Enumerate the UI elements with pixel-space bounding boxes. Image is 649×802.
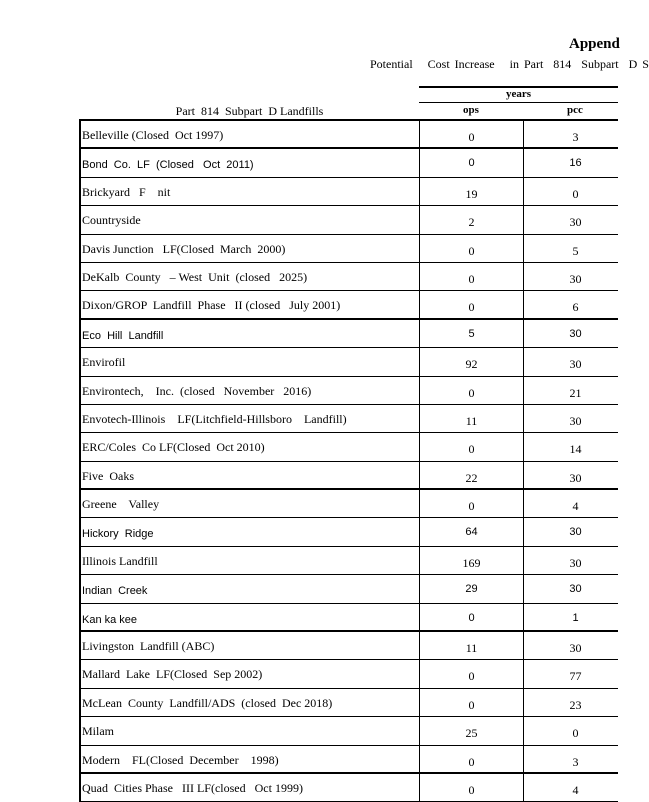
pcc-years-cell: 14 (523, 433, 627, 460)
table-row (79, 660, 618, 688)
landfill-name-cell: Livingston Landfill (ABC) (82, 639, 215, 654)
table-row (79, 774, 618, 802)
table-row (79, 717, 618, 745)
landfill-name-cell: Illinois Landfill (82, 553, 158, 568)
table-row (79, 575, 618, 603)
table-row (79, 206, 618, 234)
table-row (79, 235, 618, 263)
years-header-underline (419, 102, 618, 103)
landfill-name-cell: Environtech, Inc. (closed November 2016) (82, 383, 312, 398)
pcc-years-cell: 77 (523, 660, 627, 687)
ops-years-cell: 0 (419, 604, 523, 630)
ops-years-cell: 0 (419, 235, 523, 262)
pcc-years-cell: 30 (523, 632, 627, 659)
pcc-years-cell: 30 (523, 462, 627, 488)
ops-years-cell: 19 (419, 178, 523, 205)
ops-years-cell: 2 (419, 206, 523, 233)
landfill-name-cell: Countryside (82, 213, 141, 228)
landfill-name-cell: DeKalb County – West Unit (closed 2025) (82, 269, 308, 284)
table-row (79, 348, 618, 376)
ops-years-cell: 0 (419, 774, 523, 801)
table-row (79, 604, 618, 632)
table-row (79, 263, 618, 291)
pcc-years-cell: 0 (523, 178, 627, 205)
ops-years-cell: 5 (419, 320, 523, 347)
pcc-years-cell: 16 (523, 149, 627, 176)
years-group-header: years (505, 88, 532, 100)
table-row (79, 632, 618, 660)
document-subtitle: Potential Cost Increase in Part 814 Subpart D S (370, 57, 649, 71)
table-row (79, 320, 618, 348)
pcc-years-cell: 5 (523, 235, 627, 262)
ops-years-cell: 0 (419, 291, 523, 317)
table-row (79, 377, 618, 405)
ops-years-cell: 0 (419, 689, 523, 716)
pcc-years-cell: 4 (523, 490, 627, 517)
pcc-years-cell: 30 (523, 263, 627, 290)
landfill-name-cell: Brickyard F nit (82, 184, 171, 199)
pcc-years-cell: 30 (523, 405, 627, 432)
landfill-table (79, 121, 618, 802)
pcc-years-cell: 1 (523, 604, 627, 630)
landfill-name-cell: ERC/Coles Co LF(Closed Oct 2010) (82, 440, 265, 455)
table-row (79, 490, 618, 518)
pcc-years-cell: 3 (523, 746, 627, 772)
ops-years-cell: 0 (419, 433, 523, 460)
table-row (79, 149, 618, 177)
landfill-name-cell: Hickory Ridge (82, 528, 154, 541)
landfill-name-cell: Kan ka kee (82, 613, 138, 626)
landfill-name-cell: Dixon/GROP Landfill Phase II (closed July 2001) (82, 298, 341, 313)
pcc-years-cell: 30 (523, 348, 627, 375)
ops-years-cell: 25 (419, 717, 523, 744)
landfill-name-cell: Five Oaks (82, 468, 134, 483)
landfill-name-cell: Davis Junction LF(Closed March 2000) (82, 241, 286, 256)
ops-years-cell: 0 (419, 121, 523, 147)
landfill-name-cell: Bond Co. LF (Closed Oct 2011) (82, 159, 254, 172)
landfill-name-cell: Envotech-Illinois LF(Litchfield-Hillsboro Landfill) (82, 411, 347, 426)
landfills-column-header: Part 814 Subpart D Landfills (175, 104, 324, 118)
ops-years-cell: 0 (419, 149, 523, 176)
landfill-name-cell: Modern FL(Closed December 1998) (82, 752, 279, 767)
ops-years-cell: 0 (419, 377, 523, 404)
pcc-years-cell: 4 (523, 774, 627, 801)
pcc-years-cell: 30 (523, 547, 627, 574)
landfill-name-cell: Indian Creek (82, 585, 148, 598)
ops-years-cell: 29 (419, 575, 523, 602)
pcc-years-cell: 21 (523, 377, 627, 404)
ops-years-cell: 0 (419, 490, 523, 517)
pcc-years-cell: 30 (523, 320, 627, 347)
table-row (79, 689, 618, 717)
ops-years-cell: 11 (419, 405, 523, 432)
ops-years-cell: 11 (419, 632, 523, 659)
pcc-years-cell: 30 (523, 518, 627, 545)
table-row (79, 178, 618, 206)
ops-years-cell: 22 (419, 462, 523, 488)
landfill-name-cell: Belleville (Closed Oct 1997) (82, 128, 224, 142)
table-row (79, 518, 618, 546)
ops-years-cell: 0 (419, 660, 523, 687)
ops-column-header: ops (463, 104, 479, 116)
ops-years-cell: 0 (419, 746, 523, 772)
ops-years-cell: 169 (419, 547, 523, 574)
landfill-name-cell: Greene Valley (82, 497, 160, 512)
pcc-years-cell: 3 (523, 121, 627, 147)
table-row (79, 547, 618, 575)
pcc-years-cell: 30 (523, 206, 627, 233)
pcc-years-cell: 0 (523, 717, 627, 744)
landfill-name-cell: Mallard Lake LF(Closed Sep 2002) (82, 667, 263, 682)
table-row (79, 746, 618, 774)
pcc-column-header: pcc (567, 104, 583, 116)
pcc-years-cell: 6 (523, 291, 627, 317)
landfill-name-cell: McLean County Landfill/ADS (closed Dec 2018) (82, 695, 333, 710)
landfill-name-cell: Quad Cities Phase III LF(closed Oct 1999) (82, 780, 303, 795)
landfill-name-cell: Milam (82, 724, 114, 739)
table-row (79, 433, 618, 461)
table-row (79, 405, 618, 433)
landfill-name-cell: Eco Hill Landfill (82, 329, 164, 342)
landfill-name-cell: Envirofil (82, 355, 126, 370)
ops-years-cell: 64 (419, 518, 523, 545)
table-row (79, 291, 618, 319)
ops-years-cell: 0 (419, 263, 523, 290)
ops-years-cell: 92 (419, 348, 523, 375)
pcc-years-cell: 23 (523, 689, 627, 716)
pcc-years-cell: 30 (523, 575, 627, 602)
table-row (79, 121, 618, 149)
appendix-title: Append (569, 36, 620, 52)
table-row (79, 462, 618, 490)
